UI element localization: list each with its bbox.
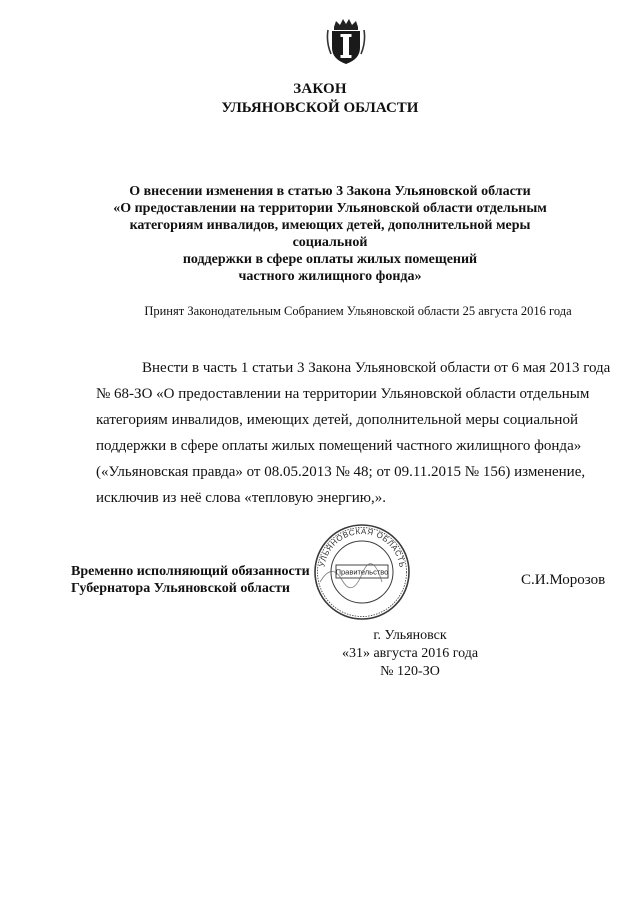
signatory-role-line: Губернатора Ульяновской области [71,581,290,596]
signatory-name: С.И.Морозов [521,572,606,588]
body-line: поддержки в сфере оплаты жилых помещений частного жилищного фонда» [96,438,582,454]
law-body [96,355,611,511]
place-date-block [330,627,490,681]
body-line: категориям инвалидов, имеющих детей, дополнительной меры социальной [96,412,578,428]
law-heading-line: частного жилищного фонда» [238,269,422,284]
city: г. Ульяновск [373,628,447,643]
body-line: исключив из неё слова «тепловую энергию,». [96,490,386,506]
body-line: Внести в часть 1 статьи 3 Закона Ульяновской области от 6 мая 2013 года [142,360,611,376]
stamp-center-text: Правительство [335,567,389,577]
law-heading-line: категориям инвалидов, имеющих детей, дополнительной меры социальной [129,218,531,250]
signatory-role [71,563,351,597]
ulyanovsk-coat-of-arms-icon [326,18,366,66]
stamp-ring-text: УЛЬЯНОВСКАЯ ОБЛАСТЬ [317,526,407,569]
law-heading-line: О внесении изменения в статью 3 Закона Ульяновской области [129,184,531,199]
law-heading-line: «О предоставлении на территории Ульяновской области отдельным [113,201,547,216]
law-date: «31» августа 2016 года [341,646,479,661]
signatory-role-line: Временно исполняющий обязанности [71,564,310,579]
svg-text:УЛЬЯНОВСКАЯ ОБЛАСТЬ [317,527,406,569]
body-line: («Ульяновская правда» от 08.05.2013 № 48; от 09.11.2015 № 156) изменение, [96,464,586,480]
official-seal-stamp [312,522,412,622]
law-region: УЛЬЯНОВСКОЙ ОБЛАСТИ [221,100,419,116]
law-heading [110,183,550,285]
law-title: ЗАКОН [293,81,347,97]
law-heading-line: поддержки в сфере оплаты жилых помещений [182,252,478,267]
adoption-note: Принят Законодательным Собранием Ульяновской области 25 августа 2016 года [144,304,572,318]
law-number: № 120-ЗО [380,664,440,679]
body-line: № 68-ЗО «О предоставлении на территории Ульяновской области отдельным [96,386,590,402]
